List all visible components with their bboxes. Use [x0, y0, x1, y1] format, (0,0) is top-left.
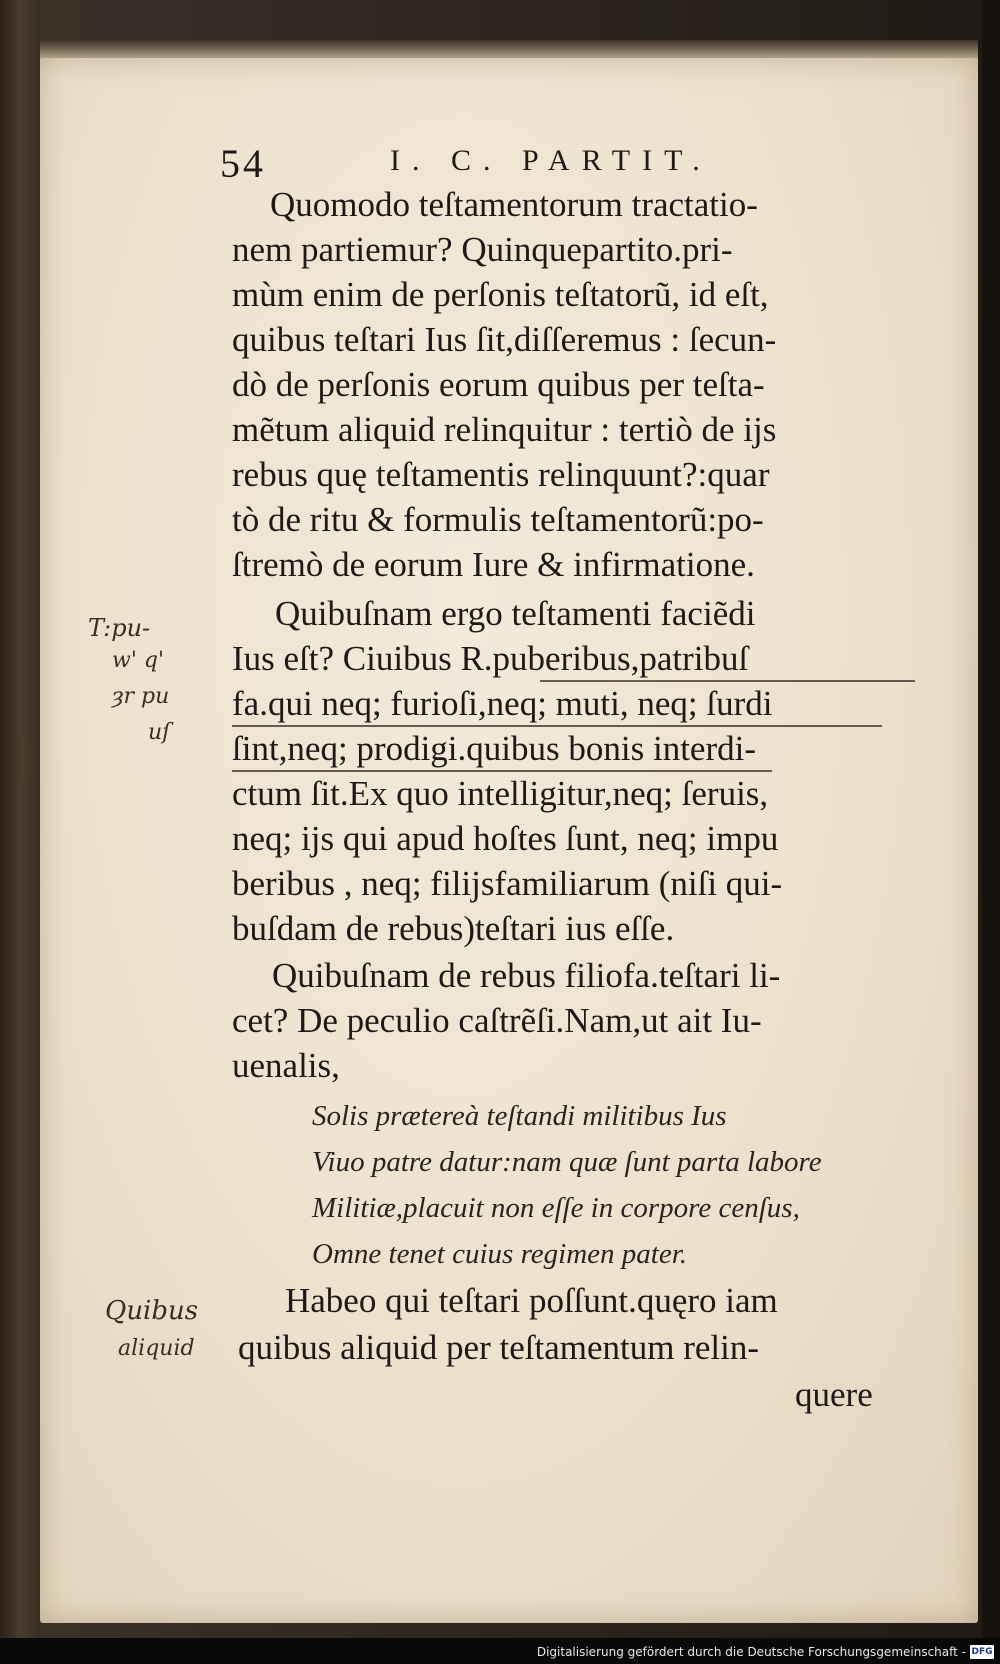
text-line: ſint,neq; prodigi.quibus bonis interdi- [232, 729, 756, 768]
page-number: 54 [220, 141, 266, 186]
text-line: tò de ritu & formulis teſtamentorũ:po- [232, 500, 764, 539]
margin-note: uſ [148, 720, 171, 745]
dfg-logo: DFG [971, 1647, 993, 1657]
text-line: quibus teſtari Ius ſit,diſſeremus : ſecun- [232, 320, 777, 359]
page-edge [982, 0, 1000, 1664]
text-line: beribus , neq; filijsfamiliarum (niſi qui- [232, 864, 783, 903]
digitization-credit: Digitalisierung gefördert durch die Deutsche Forschungsgemeinschaft - [536, 1645, 966, 1659]
running-title: I. C. PARTIT. [390, 144, 712, 177]
text-line: rebus quę teſtamentis relinquunt?:quar [232, 455, 770, 494]
text-line: nem partiemur? Quinquepartito.pri- [232, 230, 733, 269]
verse-line: Militiæ,placuit non eſſe in corpore cenſus, [312, 1192, 800, 1224]
verse-line: Viuo patre datur:nam quæ ſunt parta labore [312, 1146, 822, 1178]
text-line: dò de perſonis eorum quibus per teſta- [232, 365, 765, 404]
catchword: quere [795, 1375, 873, 1414]
margin-note: T:pu- [88, 614, 151, 642]
text-line: Ius eſt? Ciuibus R.puberibus,patribuſ [232, 639, 749, 678]
text-line: Quomodo teſtamentorum tractatio- [270, 185, 758, 224]
margin-note: w' q' [112, 648, 165, 673]
text-line: ctum ſit.Ex quo intelligitur,neq; ſeruis, [232, 774, 769, 813]
text-line: mẽtum aliquid relinquitur : tertiò de ijs [232, 410, 777, 449]
text-line: Quibuſnam ergo teſtamenti faciẽdi [275, 594, 756, 633]
book-spine [0, 0, 40, 1664]
text-line: fa.qui neq; furioſi,neq; muti, neq; ſurdi [232, 684, 773, 723]
text-line: Habeo qui teſtari poſſunt.quęro iam [285, 1281, 778, 1320]
text-line: cet? De peculio caſtrẽſi.Nam,ut ait Iu- [232, 1001, 762, 1040]
handwritten-underline [232, 770, 772, 772]
verse-line: Omne tenet cuius regimen pater. [312, 1238, 688, 1270]
handwritten-underline [540, 680, 915, 682]
text-line: quibus aliquid per teſtamentum relin- [238, 1328, 759, 1367]
text-line: ſtremò de eorum Iure & infirmatione. [232, 545, 755, 584]
text-line: uenalis, [232, 1046, 340, 1085]
verse-line: Solis prætereà teſtandi militibus Ius [312, 1100, 727, 1132]
text-line: neq; ijs qui apud hoſtes ſunt, neq; impu [232, 819, 779, 858]
text-line: mùm enim de perſonis teſtatorũ, id eſt, [232, 275, 769, 314]
text-line: buſdam de rebus)teſtari ius eſſe. [232, 909, 675, 948]
text-line: Quibuſnam de rebus filiofa.teſtari li- [272, 956, 781, 995]
handwritten-underline [232, 725, 882, 727]
binding-mark [22, 740, 25, 778]
margin-note: ȝr pu [112, 684, 170, 709]
margin-note: aliquid [118, 1336, 195, 1361]
margin-note: Quibus [105, 1296, 199, 1326]
